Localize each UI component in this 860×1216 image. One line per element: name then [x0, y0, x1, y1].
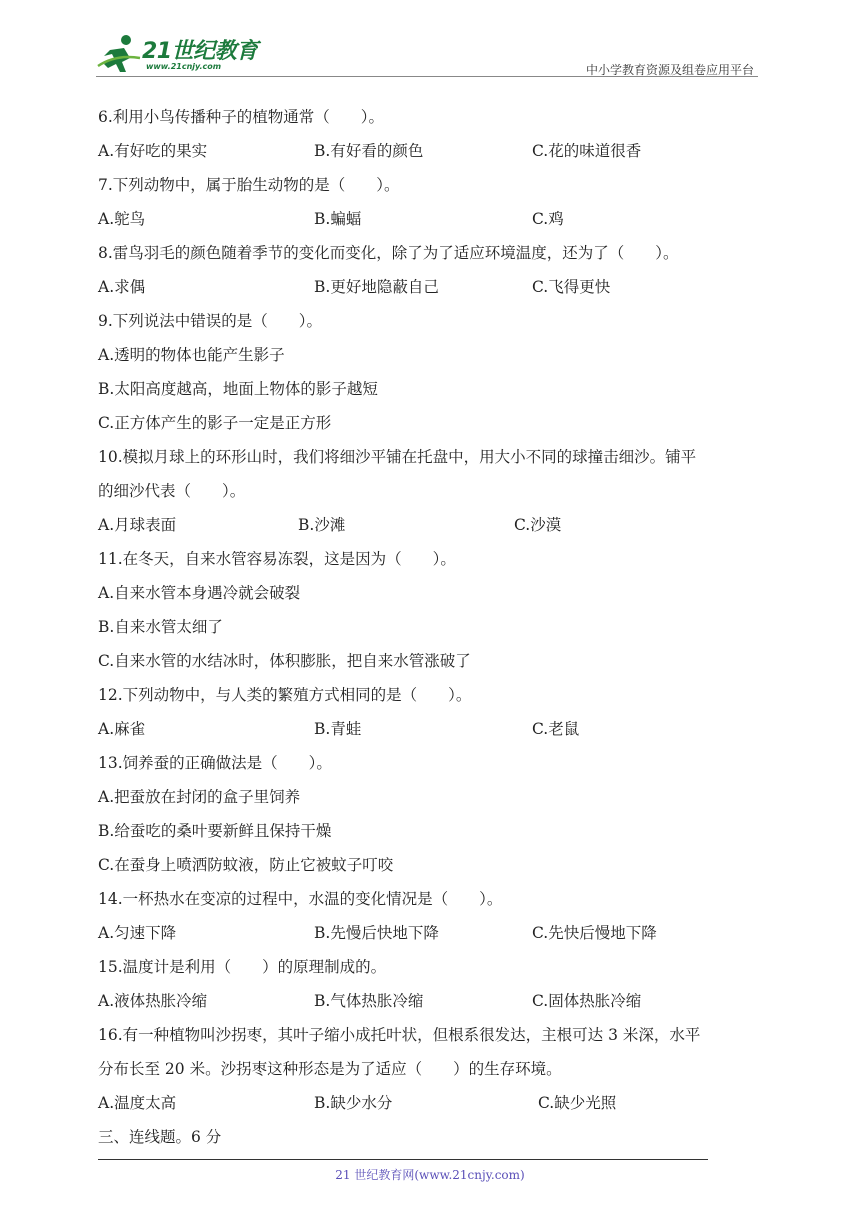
option-b: B.先慢后快地下降 [314, 924, 439, 942]
option-row [98, 712, 768, 746]
option-b: B.沙滩 [298, 516, 346, 534]
question-stem: 14.一杯热水在变凉的过程中，水温的变化情况是（ ）。 [98, 890, 503, 908]
option-c: C.老鼠 [532, 720, 580, 738]
option-a: A.透明的物体也能产生影子 [98, 346, 285, 364]
question-stem: 9.下列说法中错误的是（ ）。 [98, 312, 323, 330]
option-row [98, 984, 768, 1018]
option-a: A.有好吃的果实 [98, 142, 208, 160]
option-c: C.固体热胀冷缩 [532, 992, 642, 1010]
option-b: B.自来水管太细了 [98, 618, 223, 636]
option-a: A.温度太高 [98, 1094, 177, 1112]
option-a: A.把蚕放在封闭的盒子里饲养 [98, 788, 301, 806]
option-b: B.有好看的颜色 [314, 142, 424, 160]
option-row [98, 134, 768, 168]
question-stem: 11.在冬天，自来水管容易冻裂，这是因为（ ）。 [98, 550, 456, 568]
question-stem-continued: 分布长至 20 米。沙拐枣这种形态是为了适应（ ）的生存环境。 [98, 1060, 562, 1078]
option-c: C.正方体产生的影子一定是正方形 [98, 414, 332, 432]
question-stem: 8.雷鸟羽毛的颜色随着季节的变化而变化，除了为了适应环境温度，还为了（ ）。 [98, 244, 679, 262]
site-logo [96, 30, 266, 78]
option-c: C.飞得更快 [532, 278, 611, 296]
option-c: C.缺少光照 [538, 1094, 617, 1112]
option-b: B.缺少水分 [314, 1094, 393, 1112]
option-row [98, 202, 768, 236]
option-b: B.太阳高度越高，地面上物体的影子越短 [98, 380, 378, 398]
option-b: B.青蛙 [314, 720, 362, 738]
option-row [98, 916, 768, 950]
option-c: C.在蚕身上喷洒防蚊液，防止它被蚊子叮咬 [98, 856, 394, 874]
runner-logo-icon [96, 32, 144, 76]
option-c: C.鸡 [532, 210, 564, 228]
question-stem: 12.下列动物中，与人类的繁殖方式相同的是（ ）。 [98, 686, 472, 704]
question-stem: 7.下列动物中，属于胎生动物的是（ ）。 [98, 176, 400, 194]
header-platform-text: 中小学教育资源及组卷应用平台 [585, 63, 754, 77]
question-stem: 10.模拟月球上的环形山时，我们将细沙平铺在托盘中，用大小不同的球撞击细沙。铺平 [98, 448, 697, 466]
logo-text: 21世纪教育 [142, 39, 258, 64]
page-header [96, 30, 758, 80]
option-c: C.花的味道很香 [532, 142, 642, 160]
option-b: B.蝙蝠 [314, 210, 362, 228]
option-c: C.沙漠 [514, 516, 562, 534]
option-a: A.鸵鸟 [98, 210, 146, 228]
question-stem: 6.利用小鸟传播种子的植物通常（ ）。 [98, 108, 385, 126]
header-divider [96, 76, 758, 77]
question-stem: 13.饲养蚕的正确做法是（ ）。 [98, 754, 332, 772]
option-c: C.自来水管的水结冰时，体积膨胀，把自来水管涨破了 [98, 652, 471, 670]
option-a: A.月球表面 [98, 516, 177, 534]
footer-text: 21 世纪教育网(www.21cnjy.com) [335, 1168, 525, 1182]
option-a: A.匀速下降 [98, 924, 177, 942]
section-title: 三、连线题。6 分 [98, 1128, 222, 1146]
option-a: A.液体热胀冷缩 [98, 992, 208, 1010]
option-b: B.气体热胀冷缩 [314, 992, 424, 1010]
footer-divider [98, 1159, 708, 1160]
question-stem: 15.温度计是利用（ ）的原理制成的。 [98, 958, 387, 976]
option-row [98, 1086, 768, 1120]
question-stem: 16.有一种植物叫沙拐枣，其叶子缩小成托叶状，但根系很发达，主根可达 3 米深，水平 [98, 1026, 701, 1044]
option-b: B.给蚕吃的桑叶要新鲜且保持干燥 [98, 822, 332, 840]
logo-url: www.21cnjy.com [146, 62, 222, 71]
option-row [98, 508, 768, 542]
question-stem-continued: 的细沙代表（ ）。 [98, 482, 246, 500]
option-a: A.麻雀 [98, 720, 146, 738]
option-c: C.先快后慢地下降 [532, 924, 657, 942]
option-b: B.更好地隐蔽自己 [314, 278, 439, 296]
option-row [98, 270, 768, 304]
option-a: A.自来水管本身遇冷就会破裂 [98, 584, 301, 602]
option-a: A.求偶 [98, 278, 146, 296]
question-list [98, 100, 768, 1154]
